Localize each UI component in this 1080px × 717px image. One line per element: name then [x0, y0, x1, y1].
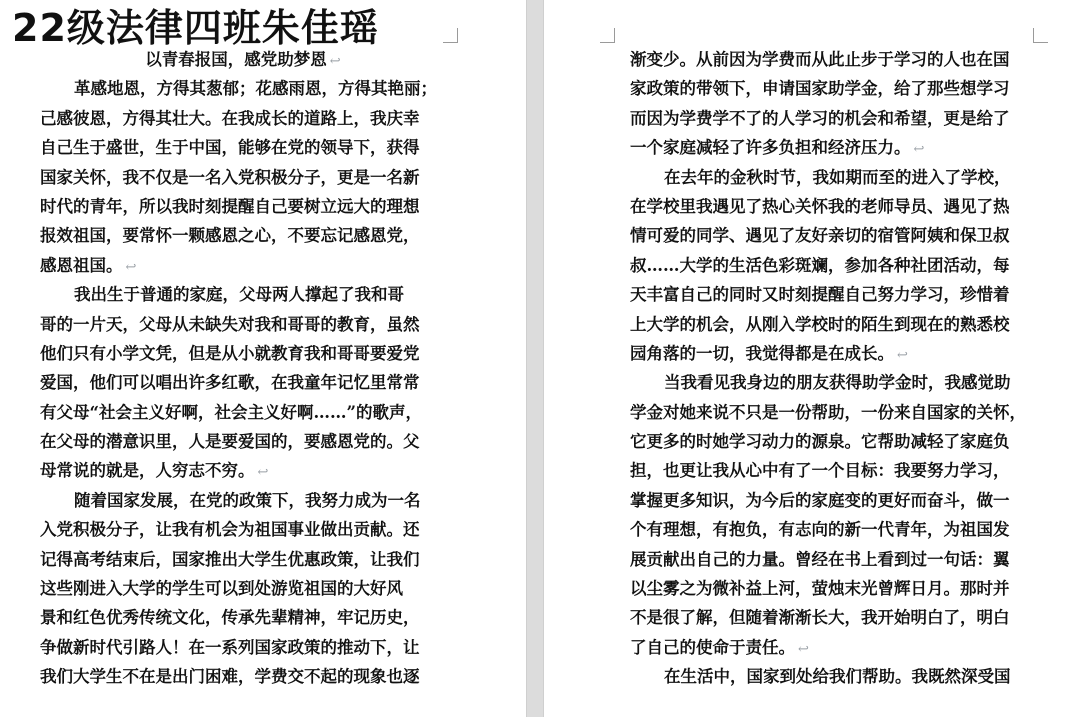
- margin-corner-mark: [1033, 28, 1048, 43]
- overlay-title: 22级法律四班朱佳瑶: [12, 6, 379, 50]
- essay-title: 以青春报国，感党助梦恩 ↩: [145, 50, 341, 69]
- text-line: 在生活中，国家到处给我们帮助。我既然深受国: [664, 667, 1011, 687]
- text-line: 渐变少。从前因为学费而从此止步于学习的人也在国: [630, 50, 1010, 69]
- text-line: 而因为学费学不了的人学习的机会和希望，更是给了: [630, 108, 1010, 128]
- left-page-body: [40, 45, 446, 692]
- text-line: 国家关怀，我不仅是一名入党积极分子，更是一名新: [40, 167, 420, 187]
- text-line: 了自己的使命于责任。 ↩: [630, 637, 809, 657]
- text-line: 当我看见我身边的朋友获得助学金时，我感觉助: [664, 373, 1011, 393]
- margin-corner-mark: [600, 28, 615, 43]
- text-line: 我出生于普通的家庭，父母两人撑起了我和哥: [74, 285, 404, 305]
- text-line: 记得高考结束后，国家推出大学生优惠政策，让我们: [40, 549, 420, 569]
- text-line: 争做新时代引路人！在一系列国家政策的推动下，让: [40, 637, 420, 657]
- text-line: 一个家庭减轻了许多负担和经济压力。 ↩: [630, 138, 925, 158]
- right-page-body: [630, 45, 1034, 692]
- text-line: 以尘雾之为微补益上河，萤烛末光曾辉日月。那时并: [630, 579, 1010, 599]
- text-line: 爱国，他们可以唱出许多红歌，在我童年记忆里常常: [40, 373, 420, 393]
- text-line: 它更多的时她学习动力的源泉。它帮助减轻了家庭负: [630, 432, 1010, 452]
- text-line: 他们只有小学文凭，但是从小就教育我和哥哥要爱党: [40, 343, 420, 363]
- text-line: 革感地恩，方得其葱郁；花感雨恩，方得其艳丽；: [74, 79, 437, 99]
- text-line: 展贡献出自己的力量。曾经在书上看到过一句话：翼: [630, 549, 1010, 569]
- text-line: 个有理想，有抱负，有志向的新一代青年，为祖国发: [630, 520, 1010, 540]
- text-line: 在去年的金秋时节，我如期而至的进入了学校，: [664, 167, 1011, 187]
- text-line: 我们大学生不在是出门困难，学费交不起的现象也逐: [40, 667, 420, 687]
- text-line: 入党积极分子，让我有机会为祖国事业做出贡献。还: [40, 520, 420, 540]
- text-line: 时代的青年，所以我时刻提醒自己要树立远大的理想: [40, 196, 420, 216]
- text-line: 在父母的潜意识里，人是要爱国的，要感恩党的。父: [40, 432, 420, 452]
- text-line: 自己生于盛世，生于中国，能够在党的领导下，获得: [40, 138, 420, 158]
- text-line: 这些刚进入大学的学生可以到处游览祖国的大好风: [40, 579, 403, 599]
- text-line: 家政策的带领下，申请国家助学金，给了那些想学习: [630, 79, 1010, 99]
- text-line: 上大学的机会，从刚入学校时的陌生到现在的熟悉校: [630, 314, 1010, 334]
- text-line: 己感彼恩，方得其壮大。在我成长的道路上，我庆幸: [40, 108, 420, 128]
- text-line: 景和红色优秀传统文化，传承先辈精神，牢记历史，: [40, 608, 420, 628]
- text-line: 母常说的就是，人穷志不穷。 ↩: [40, 461, 269, 481]
- text-line: 不是很了解，但随着渐渐长大，我开始明白了，明白: [630, 608, 1010, 628]
- margin-corner-mark: [443, 28, 458, 43]
- text-line: 园角落的一切，我觉得都是在成长。 ↩: [630, 343, 908, 363]
- text-line: 哥的一片天，父母从未缺失对我和哥哥的教育，虽然: [40, 314, 420, 334]
- text-line: 报效祖国，要常怀一颗感恩之心，不要忘记感恩党，: [40, 226, 420, 246]
- text-line: 情可爱的同学、遇见了友好亲切的宿管阿姨和保卫叔: [630, 226, 1010, 246]
- text-line: 叔……大学的生活色彩斑斓，参加各种社团活动，每: [630, 255, 1010, 275]
- text-line: 感恩祖国。 ↩: [40, 255, 137, 275]
- text-line: 掌握更多知识，为今后的家庭变的更好而奋斗，做一: [630, 490, 1010, 510]
- text-line: 学金对她来说不只是一份帮助，一份来自国家的关怀，: [630, 402, 1026, 422]
- page-gutter: [526, 0, 544, 717]
- text-line: 在学校里我遇见了热心关怀我的老师导员、遇见了热: [630, 196, 1010, 216]
- text-line: 有父母“社会主义好啊，社会主义好啊……”的歌声，: [40, 402, 422, 422]
- text-line: 天丰富自己的同时又时刻提醒自己努力学习，珍惜着: [630, 285, 1010, 305]
- text-line: 随着国家发展，在党的政策下，我努力成为一名: [74, 490, 421, 510]
- text-line: 担，也更让我从心中有了一个目标：我要努力学习，: [630, 461, 1010, 481]
